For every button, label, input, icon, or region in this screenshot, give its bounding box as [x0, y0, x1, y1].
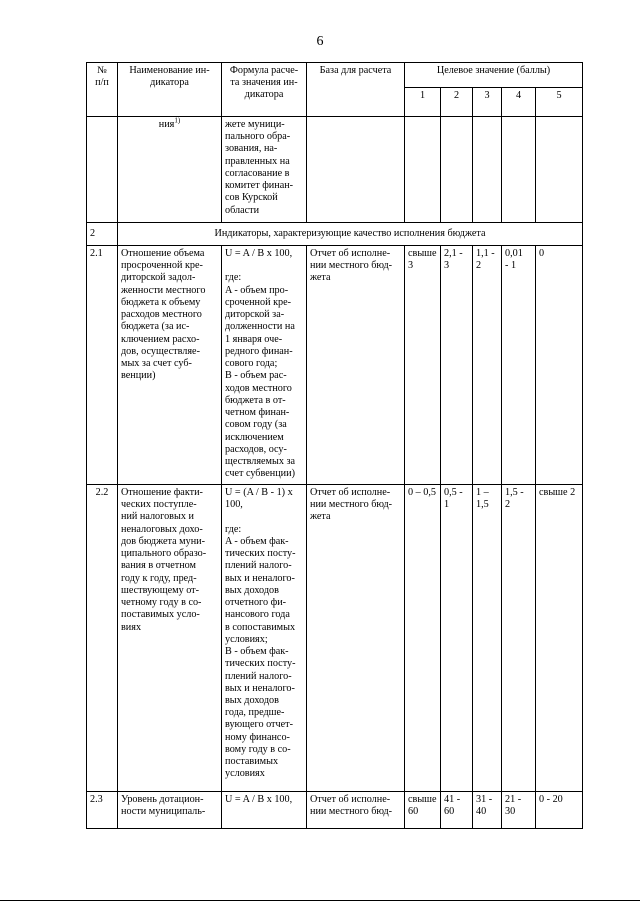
continuation-name-text: ния: [158, 119, 175, 130]
page-bottom-rule: [0, 900, 640, 901]
continuation-score-5: [536, 117, 583, 223]
continuation-num: [87, 117, 118, 223]
row-base: Отчет об исполне- нии местного бюд- жета: [307, 246, 405, 485]
continuation-formula: жете муници- пального обра- зования, на- правленных на согласование в комитет финан- сов Курской области: [222, 117, 307, 223]
row-base: Отчет об исполне- нии местного бюд- жета: [307, 485, 405, 792]
header-num: № п/п: [87, 63, 118, 117]
header-base: База для расчета: [307, 63, 405, 117]
row-base: Отчет об исполне- нии местного бюд-: [307, 792, 405, 829]
continuation-score-2: [441, 117, 473, 223]
header-score-1: 1: [405, 88, 441, 117]
continuation-base: [307, 117, 405, 223]
row-name: Уровень дотацион- ности муниципаль-: [118, 792, 222, 829]
row-score-3: 1 – 1,5: [473, 485, 502, 792]
row-score-2: 2,1 - 3: [441, 246, 473, 485]
row-score-5: 0: [536, 246, 583, 485]
continuation-score-4: [502, 117, 536, 223]
page-number: 6: [316, 34, 324, 49]
section-row: [87, 223, 583, 246]
footnote-mark: 1): [174, 116, 181, 125]
header-formula: Формула расче- та значения ин- дикатора: [222, 63, 307, 117]
row-score-1: свыше 3: [405, 246, 441, 485]
header-score-2: 2: [441, 88, 473, 117]
row-score-4: 0,01 - 1: [502, 246, 536, 485]
header-score-4: 4: [502, 88, 536, 117]
row-num: 2.2: [87, 485, 118, 792]
continuation-name: [118, 117, 222, 223]
header-score-3: 3: [473, 88, 502, 117]
header-target: Целевое значение (баллы): [405, 63, 583, 88]
table-row: [87, 792, 583, 829]
continuation-score-3: [473, 117, 502, 223]
continuation-score-1: [405, 117, 441, 223]
row-score-1: 0 – 0,5: [405, 485, 441, 792]
row-formula: U = A / B x 100,: [222, 792, 307, 829]
row-score-3: 31 - 40: [473, 792, 502, 829]
table-row: [87, 246, 583, 485]
continuation-row: [87, 117, 583, 223]
section-num: 2: [87, 223, 118, 246]
row-score-5: свыше 2: [536, 485, 583, 792]
row-score-4: 1,5 - 2: [502, 485, 536, 792]
section-title: Индикаторы, характеризующие качество исполнения бюджета: [118, 223, 583, 246]
indicator-table: [86, 62, 583, 829]
row-formula: U = (A / B - 1) x 100, где: A - объем фак- тических посту- плений налого- вых и неналого- вых доходов отчетного фи- нансового года в сопоставимых условиях; B - объем фак- тических посту- плений налого- вых и неналого- вых доходов года, предше- вующего отчет- ному финансо- вому году в со- поставимых условиях: [222, 485, 307, 792]
row-score-4: 21 - 30: [502, 792, 536, 829]
row-name: Отношение объема просроченной кре- диторской задол- женности местного бюджета к объему расходов местного бюджета (за ис- ключением расхо- дов, осуществляе- мых за счет суб- венции): [118, 246, 222, 485]
header-score-5: 5: [536, 88, 583, 117]
table-row: [87, 485, 583, 792]
row-score-2: 41 - 60: [441, 792, 473, 829]
row-num: 2.3: [87, 792, 118, 829]
header-name: Наименование ин- дикатора: [118, 63, 222, 117]
row-num: 2.1: [87, 246, 118, 485]
row-score-3: 1,1 - 2: [473, 246, 502, 485]
row-score-5: 0 - 20: [536, 792, 583, 829]
row-score-2: 0,5 - 1: [441, 485, 473, 792]
row-name: Отношение факти- ческих поступле- ний налоговых и неналоговых дохо- дов бюджета муни- ципального образо- вания в отчетном году к году, пред- шествующему от- четному году в со- поставимых усло- виях: [118, 485, 222, 792]
row-score-1: свыше 60: [405, 792, 441, 829]
row-formula: U = A / B x 100, где: A - объем про- сроченной кре- диторской за- долженности на 1 января оче- редного финан- сового года; B - объем рас- ходов местного бюджета в от- четном финан- совом году (за исключением расходов, осу- ществляемых за счет субвенции): [222, 246, 307, 485]
